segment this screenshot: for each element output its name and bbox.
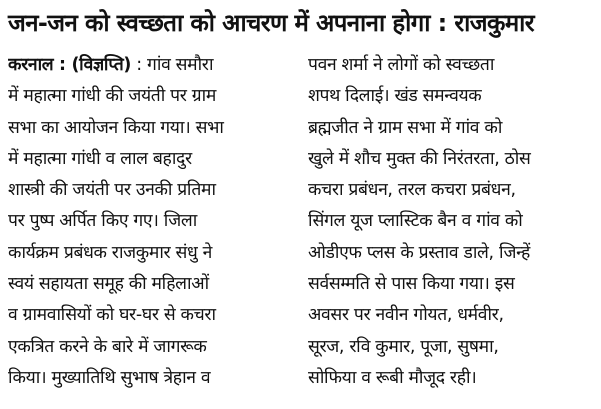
article-line: में महात्मा गांधी व लाल बहादुर: [8, 148, 192, 169]
article-line: ओडीएफ प्लस के प्रस्ताव डाले, जिन्हें: [308, 242, 530, 263]
article-line: अवसर पर नवीन गोयत, धर्मवीर,: [308, 305, 504, 326]
headline: जन-जन को स्वच्छता को आचरण में अपनाना होगा : राजकुमार: [8, 9, 535, 37]
article-line: शपथ दिलाई। खंड समन्वयक: [308, 86, 482, 107]
article-line: सिंगल यूज प्लास्टिक बैन व गांव को: [308, 211, 523, 232]
article-line: कार्यक्रम प्रबंधक राजकुमार संधु ने: [8, 242, 213, 263]
article-line: कचरा प्रबंधन, तरल कचरा प्रबंधन,: [308, 180, 516, 201]
article-column-right: [308, 50, 598, 394]
article-line: में महात्मा गांधी की जयंती पर ग्राम: [8, 86, 216, 107]
article-line-text: : गांव समौरा: [131, 55, 214, 75]
article-line: स्वयं सहायता समूह की महिलाओं: [8, 274, 209, 295]
article-line: सूरज, रवि कुमार, पूजा, सुषमा,: [308, 336, 499, 357]
article-line: ब्रह्मजीत ने ग्राम सभा में गांव को: [308, 117, 503, 138]
article-line: सर्वसम्मति से पास किया गया। इस: [308, 274, 515, 295]
article-line: पर पुष्प अर्पित किए गए। जिला: [8, 211, 197, 232]
article-line: व ग्रामवासियों को घर-घर से कचरा: [8, 305, 216, 326]
article-line: शास्त्री की जयंती पर उनकी प्रतिमा: [8, 180, 216, 201]
article-line: पवन शर्मा ने लोगों को स्वच्छता: [308, 55, 495, 75]
article-line: सोफिया व रूबी मौजूद रही।: [308, 367, 477, 388]
article-line: खुले में शौच मुक्त की निरंतरता, ठोस: [308, 148, 531, 169]
article-column-left: [8, 50, 293, 394]
article-line: एकत्रित करने के बारे में जागरूक: [8, 336, 207, 357]
article-line: [8, 50, 293, 81]
article-line: किया। मुख्यातिथि सुभाष त्रेहान व: [8, 367, 211, 388]
dateline: करनाल : (विज्ञप्ति): [8, 55, 132, 75]
article-line: सभा का आयोजन किया गया। सभा: [8, 117, 224, 138]
